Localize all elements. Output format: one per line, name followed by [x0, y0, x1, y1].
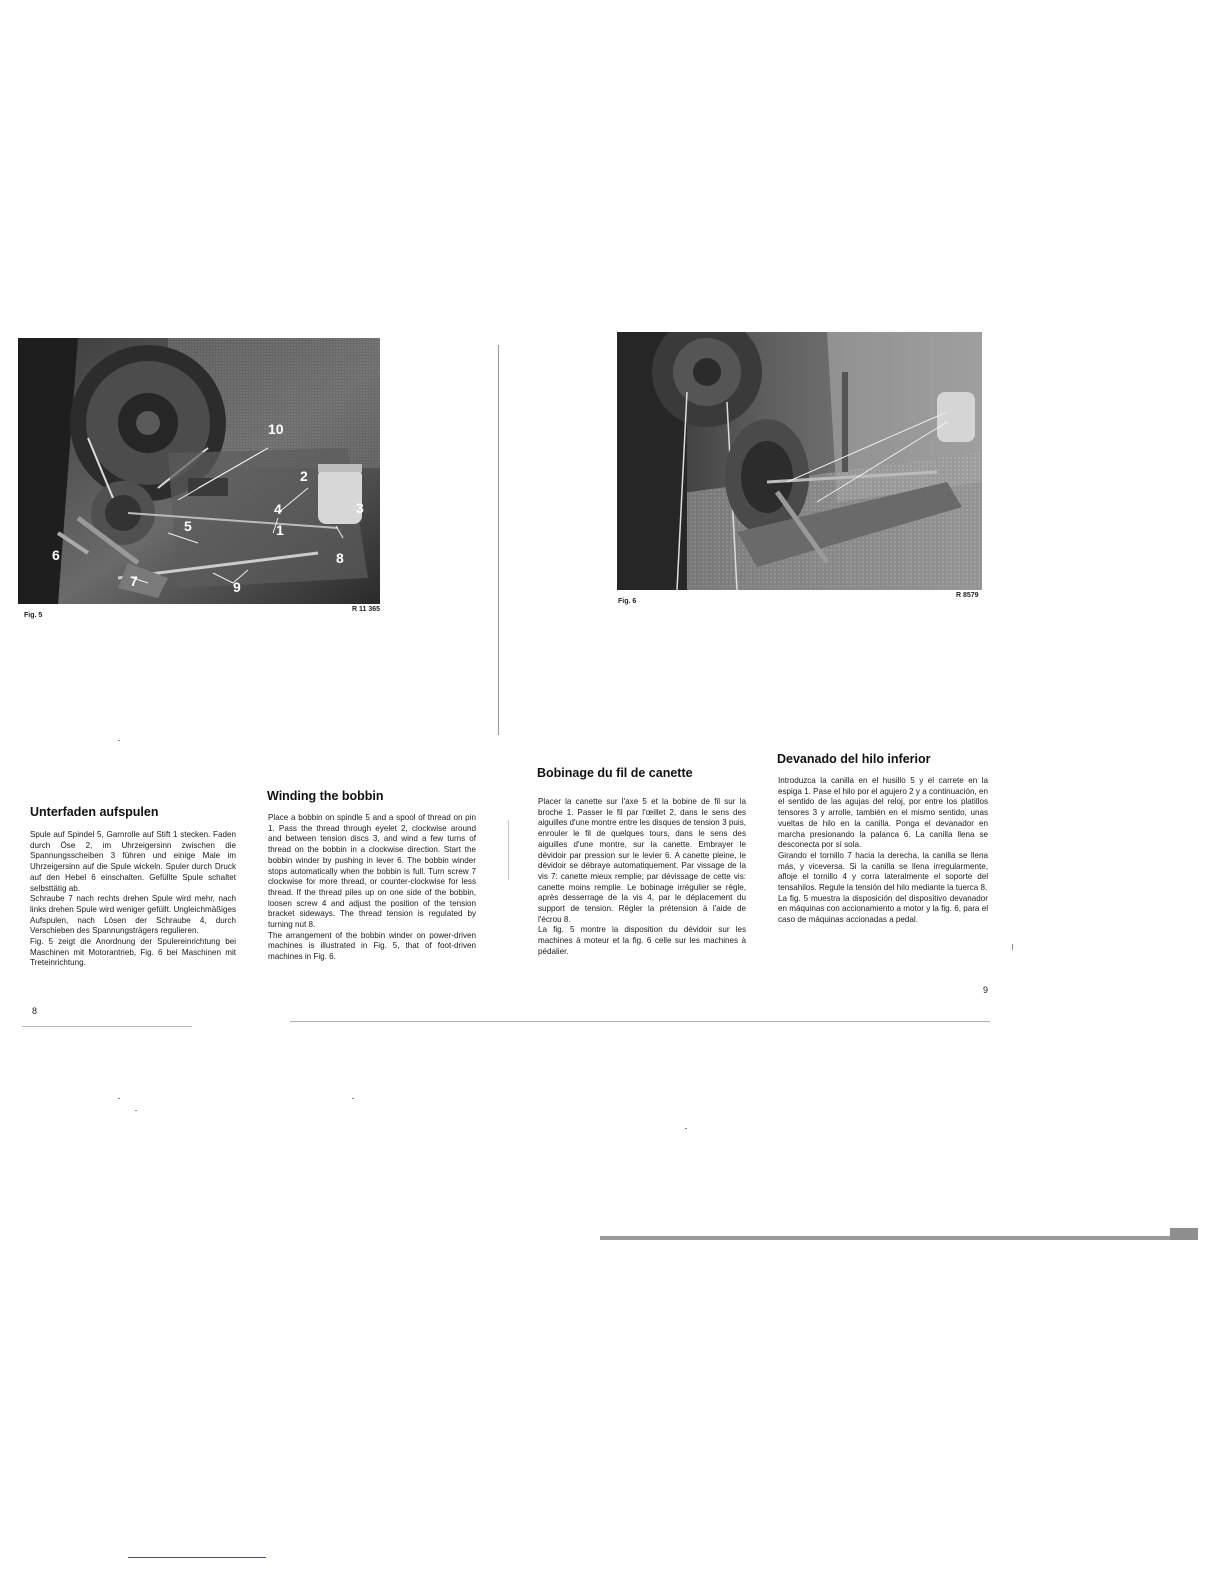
scan-speck — [118, 1098, 120, 1099]
footer-rule — [128, 1557, 266, 1558]
english-heading: Winding the bobbin — [267, 789, 384, 803]
figure-5-caption: Fig. 5 — [24, 612, 43, 619]
scan-bottom-edge-left — [22, 1026, 192, 1027]
spanish-heading: Devanado del hilo inferior — [777, 752, 931, 766]
figure-6-illustration — [617, 332, 982, 590]
figure-5-photo — [18, 338, 380, 604]
fig5-callout: 9 — [233, 579, 241, 595]
center-fold-mark — [508, 820, 509, 880]
fig5-callout: 6 — [52, 547, 60, 563]
german-body: Spule auf Spindel 5, Garnrolle auf Stift 1 stecken. Faden durch Öse 2, im Uhrzeigersinn zwischen die Spannungsscheiben 3 führen und einige Male im Uhrzeigersinn auf die Spule wickeln. Spuler durch Druck auf den Hebel 6 einschalten. Gefüllte Spule schaltet selbsttätig ab. Schraube 7 nach rechts drehen Spule wird mehr, nach links drehen Spule wird weniger gefüllt. Ungleichmäßiges Aufspulen, nach Lösen der Schraube 4, durch Verschieben des Spannungsträgers regulieren. Fig. 5 zeigt die Anordnung der Spulereinrichtung bei Maschinen mit Motorantrieb, Fig. 6 bei Maschinen mit Treteinrichtung. — [30, 830, 236, 968]
scan-speck — [352, 1098, 354, 1099]
fig5-callout: 4 — [274, 501, 282, 517]
page-number-right: 9 — [983, 985, 989, 995]
fig5-callout: 5 — [184, 518, 192, 534]
figure-6-caption: Fig. 6 — [618, 598, 637, 605]
center-fold-line — [498, 345, 499, 735]
german-heading: Unterfaden aufspulen — [30, 805, 159, 819]
figure-5-ref: R 11 365 — [352, 606, 381, 613]
french-body: Placer la canette sur l'axe 5 et la bobine de fil sur la broche 1. Passer le fil par l'œillet 2, dans le sens des aiguilles d'une montre entre les disques de tension 3 puis, enrouler le fil de quelques tours, dans le sens des aiguilles d'une montre, sur la canette. Embrayer le dévidoir par pression sur le levier 6. A canette pleine, le dévidoir se débraye automatiquement. Par vissage de la vis 7: canette mieux remplie; par dévissage de cette vis: canette moins remplie. Le bobinage irrégulier se règle, après desserrage de la vis 4, par le déplacement du support de tension. Régler la prétension à l'aide de l'écrou 8. La fig. 5 montre la disposition du dévidoir sur les machines à moteur et la fig. 6 celle sur les machines à pédalier. — [538, 797, 746, 956]
figure-6-ref: R 8579 — [956, 592, 979, 599]
scan-shadow-bar-end — [1170, 1228, 1198, 1240]
fig5-callout: 7 — [130, 573, 138, 589]
english-body: Place a bobbin on spindle 5 and a spool of thread on pin 1. Pass the thread through eyelet 2, clockwise around and between tension discs 3, and wind a few turns of thread on the bobbin in a clockwise direction. Start the bobbin winder by pushing in lever 6. The bobbin winder stops automatically when the bobbin is full. Turn screw 7 clockwise for more thread, or counter-clockwise for less thread. If the thread piles up on one side of the bobbin, loosen screw 4 and adjust the position of the tension bracket sideways. The thread tension is regulated by turning nut 8. The arrangement of the bobbin winder on power-driven machines is illustrated in Fig. 5, that of foot-driven machines in Fig. 6. — [268, 813, 476, 962]
scan-bottom-edge — [290, 1021, 990, 1022]
figure-6-photo — [617, 332, 982, 590]
fig5-callout: 1 — [276, 522, 284, 538]
fig5-callout: 8 — [336, 550, 344, 566]
scan-shadow-bar — [600, 1236, 1198, 1240]
spanish-body: Introduzca la canilla en el husillo 5 y el carrete en la espiga 1. Pase el hilo por el agujero 2 y a continuación, en el sentido de las agujas del reloj, por entre los platillos tensores 3 y arrolle, también en el mismo sentido, unas vueltas de hilo en la canilla. Ponga el devanador en marcha presionando la palanca 6. La canilla llena se desconecta por sí sola. Girando el tornillo 7 hacia la derecha, la canilla se llena más, y viceversa. Si la canilla se llena irregularmente, afloje el tornillo 4 y corra lateralmente el soporte del tensahilos. Regule la tensión del hilo mediante la tuerca 8. La fig. 5 muestra la disposición del dispositivo devanador en máquinas con accionamiento a motor y la fig. 6, para el caso de máquinas accionadas a pedal. — [778, 776, 988, 925]
figure-5-illustration — [18, 338, 380, 604]
scan-speck — [1012, 944, 1013, 950]
fig5-callout: 10 — [268, 421, 284, 437]
fig5-callout: 2 — [300, 468, 308, 484]
scan-speck — [135, 1110, 137, 1111]
fig5-callout: 3 — [356, 500, 364, 516]
scan-speck — [118, 740, 120, 741]
french-heading: Bobinage du fil de canette — [537, 766, 693, 780]
page-number-left: 8 — [32, 1006, 38, 1016]
scan-speck — [685, 1128, 687, 1129]
